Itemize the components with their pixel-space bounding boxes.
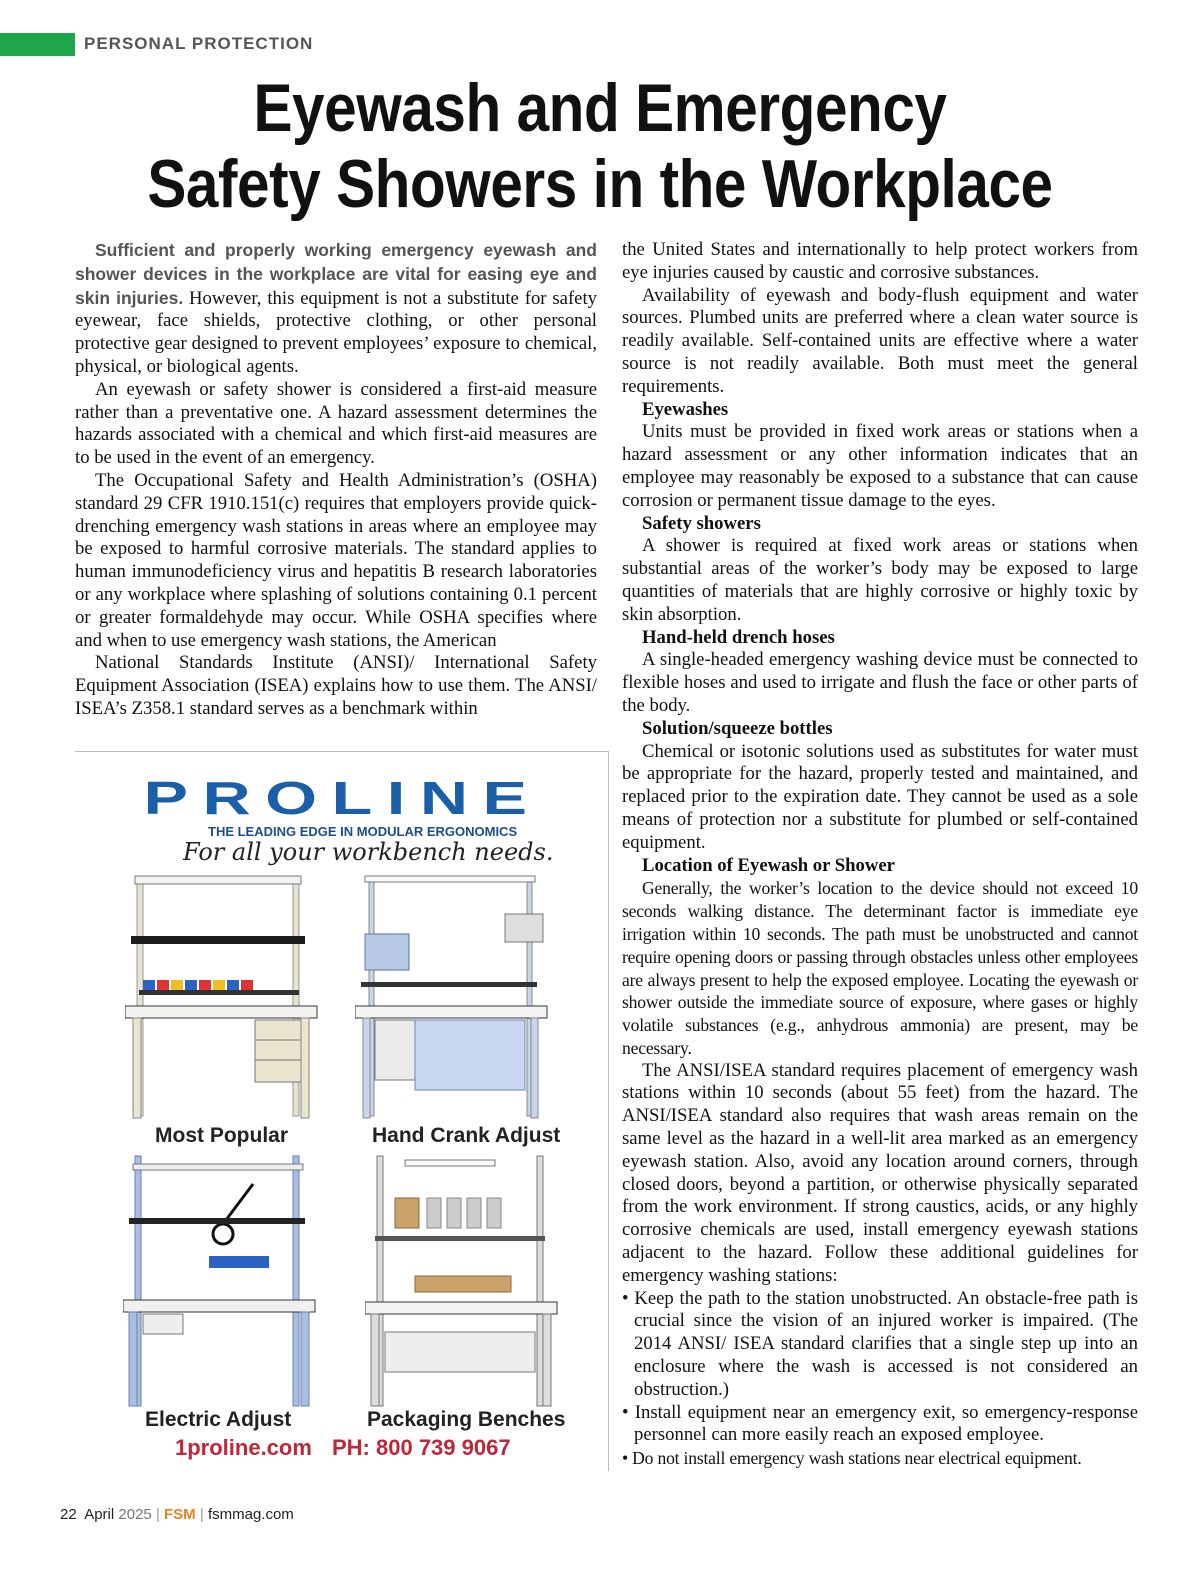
section-color-bar (0, 33, 75, 56)
paragraph: Units must be provided in fixed work areas or stations when a hazard assessment or any other information indicates that an employee may reasonably be exposed to a substance that can cause corrosion or permanent tissue damage to the eyes. (622, 421, 1138, 511)
caption-packaging: Packaging Benches (367, 1408, 566, 1431)
guidelines-list (622, 1288, 1138, 1470)
paragraph: Chemical or isotonic solutions used as substitutes for water must be appropriate for the hazard, properly tested and maintained, and replaced prior to the expiration date. They cannot be used as a sole means of protection nor a substitute for plumbed or self-contained equipment. (622, 740, 1138, 853)
ad-website-link[interactable]: 1proline.com (175, 1435, 312, 1460)
page-number: 22 (60, 1506, 77, 1523)
magnifier-lamp-icon (213, 1224, 233, 1244)
subhead-squeeze-bottles: Solution/squeeze bottles (642, 717, 833, 739)
caption-electric: Electric Adjust (145, 1408, 292, 1431)
paragraph: the United States and internationally to help protect workers from eye injuries caused by caustic and corrosive substances. (622, 239, 1138, 283)
lead-in: Sufficient and properly working emergency eyewash and shower devices in the workplace are vital for easing eye and skin injuries. (75, 240, 597, 308)
ad-phone-number: PH: 800 739 9067 (332, 1435, 511, 1460)
workbench-packaging-image (365, 1152, 565, 1412)
paragraph: The ANSI/ISEA standard requires placement of emergency wash stations within 10 seconds (about 55 feet) from the hazard. The ANSI/ISEA standard also requires that wash areas remain on the same level as the hazard in a well-lit area marked as an emergency eyewash station. Also, avoid any location around corners, through closed doors, beyond a partition, or otherwise physically separated from the work environment. If strong caustics, acids, or any highly corrosive chemicals are used, install emergency eyewash stations adjacent to the hazard. Follow these additional guidelines for emergency washing stations: (622, 1059, 1138, 1286)
caption-hand-crank: Hand Crank Adjust (372, 1124, 561, 1147)
issue-month: April (84, 1506, 115, 1523)
intro-rest: However, this equipment is not a substitute for safety eyewear, face shields, protective clothing, or other personal protective gear designed to prevent employees’ exposure to chemical, physical, or biological agents. (75, 287, 598, 377)
subhead-drench-hoses: Hand-held drench hoses (642, 626, 835, 648)
title-line-2: Safety Showers in the Workplace (147, 146, 1053, 222)
proline-advertisement[interactable] (75, 751, 609, 1472)
footer-brand: FSM (164, 1506, 196, 1523)
paragraph: A single-headed emergency washing device must be connected to flexible hoses and used to irrigate and flush the face or other parts of the body. (622, 649, 1138, 716)
footer-site-link[interactable]: fsmmag.com (207, 1506, 294, 1523)
page-footer (60, 1506, 294, 1523)
paragraph: Generally, the worker’s location to the device should not exceed 10 seconds walking distance. The determinant factor is immediate eye irrigation within 10 seconds. The path must be unobstructed and cannot require opening doors or passing through obstacles unless other employees are always present to help the exposed employee. Locating the eyewash or shower outside the immediate source of exposure, where gases or highly volatile substances (e.g., anhydrous ammonia) are present, may be necessary. (622, 878, 1138, 1058)
issue-year: 2025 (118, 1506, 152, 1523)
caption-most-popular: Most Popular (155, 1124, 289, 1147)
subhead-location: Location of Eyewash or Shower (642, 854, 895, 876)
list-item: • Keep the path to the station unobstructed. An obstacle-free path is crucial since the vision of an injured worker is impaired. (The 2014 ANSI/ ISEA standard clarifies that a single step up into an enclosure where the wash is accessed is not considered an obstruction.) (622, 1288, 1138, 1402)
workbench-hand-crank-image (355, 870, 555, 1120)
intro-paragraph (75, 239, 597, 379)
left-column (75, 239, 597, 721)
paragraph: Availability of eyewash and body-flush equipment and water sources. Plumbed units are preferred where a clean water source is readily available. Self-contained units are effective where a water source is not readily available. Both must meet the general requirements. (622, 284, 1138, 397)
right-column (622, 239, 1138, 1470)
ad-tagline: THE LEADING EDGE IN MODULAR ERGONOMICS (208, 824, 518, 839)
subhead-eyewashes: Eyewashes (642, 398, 729, 420)
subhead-safety-showers: Safety showers (642, 512, 761, 534)
list-item: • Install equipment near an emergency exit, so emergency-response personnel can more easily reach an exposed employee. (622, 1402, 1138, 1448)
article-title (0, 70, 1200, 222)
workbench-most-popular-image (125, 870, 325, 1120)
section-label: PERSONAL PROTECTION (84, 34, 314, 53)
parts-bins (143, 980, 253, 990)
footer-separator: | (199, 1506, 204, 1523)
paragraph: An eyewash or safety shower is considered a first-aid measure rather than a preventative one. A hazard assessment determines the hazards associated with a chemical and which first-aid measures are to be used in the event of an emergency. (75, 378, 597, 469)
column-divider (608, 751, 609, 1471)
title-line-1: Eyewash and Emergency (253, 70, 947, 146)
paragraph: The Occupational Safety and Health Administration’s (OSHA) standard 29 CFR 1910.151(c) requires that employers provide quick-drenching emergency wash stations in areas where an employee may be exposed to harmful corrosive materials. The standard applies to human immunodeficiency virus and hepatitis B research laboratories or any workplace where splashing of solutions containing 0.1 percent or greater formaldehyde may occur. While OSHA specifies where and when to use emergency wash stations, the American (75, 469, 597, 651)
paragraph: National Standards Institute (ANSI)/ International Safety Equipment Association (ISEA) explains how to use them. The ANSI/ ISEA’s Z358.1 standard serves as a benchmark within (75, 652, 597, 719)
ad-brand-logo: PROLINE (143, 772, 542, 824)
footer-separator: | (155, 1506, 160, 1523)
workbench-electric-image (123, 1152, 323, 1412)
paragraph: A shower is required at fixed work areas or stations when substantial areas of the worker’s body may be exposed to large quantities of materials that are highly corrosive or highly toxic by skin absorption. (622, 535, 1138, 625)
list-item: • Do not install emergency wash stations near electrical equipment. (622, 1447, 1138, 1470)
ad-script-line: For all your workbench needs. (183, 838, 554, 866)
